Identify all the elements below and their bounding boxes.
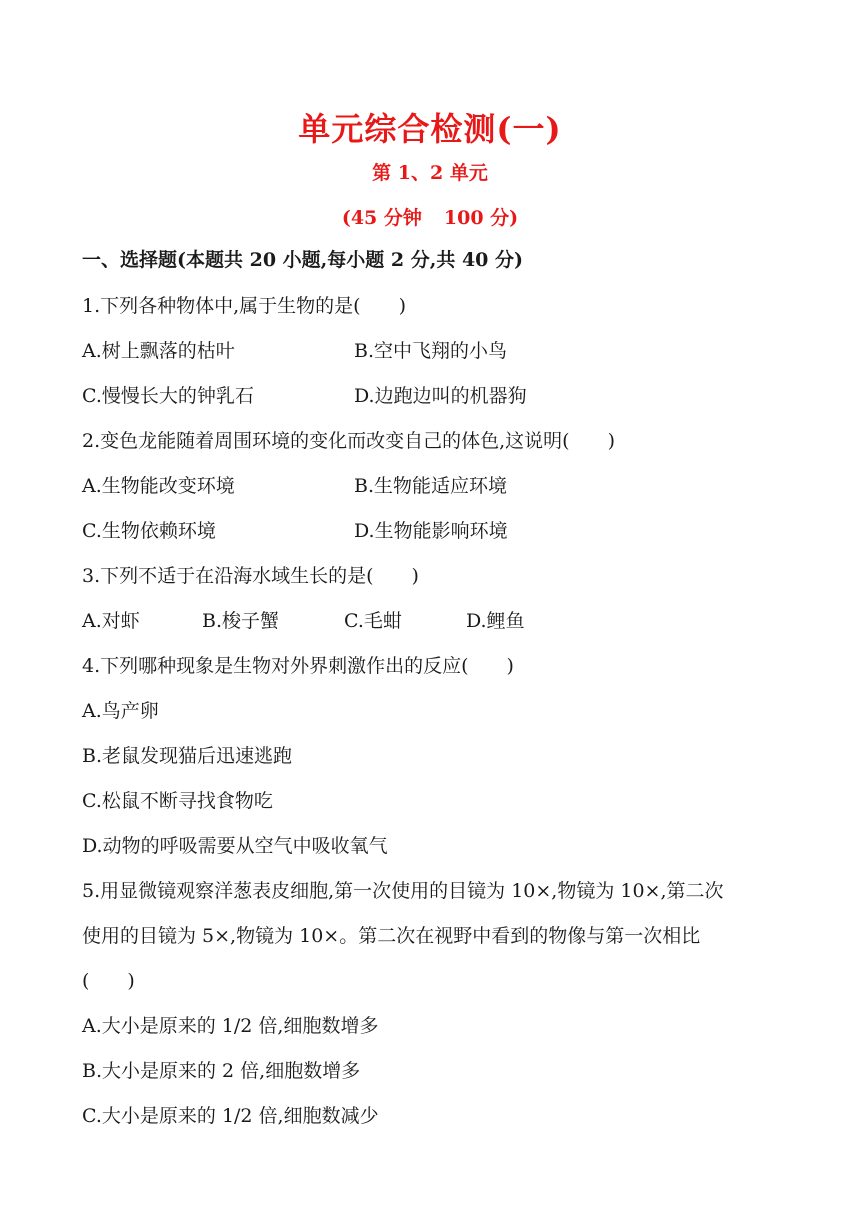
option-d: D.鲤鱼 — [466, 610, 525, 632]
question-stem-5-line-2: 使用的目镜为 5×,物镜为 10×。第二次在视野中看到的物像与第一次相比 — [82, 925, 701, 947]
option-b: B.大小是原来的 2 倍,细胞数增多 — [82, 1060, 361, 1082]
option-b: B.梭子蟹 — [202, 610, 280, 632]
option-a: A.鸟产卵 — [82, 700, 159, 722]
option-b: B.生物能适应环境 — [354, 475, 508, 497]
option-a: A.大小是原来的 1/2 倍,细胞数增多 — [82, 1015, 379, 1037]
exam-time: (45 分钟 — [341, 207, 422, 229]
option-d: D.边跑边叫的机器狗 — [354, 385, 527, 407]
option-c: C.毛蚶 — [344, 610, 402, 632]
question-stem-1: 1.下列各种物体中,属于生物的是( ) — [82, 295, 406, 317]
time-and-score — [0, 203, 860, 230]
option-a: A.对虾 — [82, 610, 140, 632]
option-c: C.大小是原来的 1/2 倍,细胞数减少 — [82, 1105, 379, 1127]
option-a: A.生物能改变环境 — [82, 475, 235, 497]
question-stem-5-line-3: ( ) — [82, 970, 135, 992]
option-c: C.松鼠不断寻找食物吃 — [82, 790, 273, 812]
option-c: C.生物依赖环境 — [82, 520, 216, 542]
exam-title: 单元综合检测(一) — [298, 110, 562, 148]
question-stem-4: 4.下列哪种现象是生物对外界刺激作出的反应( ) — [82, 655, 514, 677]
exam-score: 100 分) — [443, 207, 519, 229]
unit-range: 第 1、2 单元 — [372, 162, 488, 184]
option-d: D.动物的呼吸需要从空气中吸收氧气 — [82, 835, 388, 857]
option-a: A.树上飘落的枯叶 — [82, 340, 235, 362]
question-stem-3: 3.下列不适于在沿海水域生长的是( ) — [82, 565, 419, 587]
question-stem-2: 2.变色龙能随着周围环境的变化而改变自己的体色,这说明( ) — [82, 430, 615, 452]
question-stem-5-line-1: 5.用显微镜观察洋葱表皮细胞,第一次使用的目镜为 10×,物镜为 10×,第二次 — [82, 880, 724, 902]
section-heading: 一、选择题(本题共 20 小题,每小题 2 分,共 40 分) — [82, 249, 523, 271]
option-c: C.慢慢长大的钟乳石 — [82, 385, 254, 407]
option-d: D.生物能影响环境 — [354, 520, 508, 542]
option-b: B.空中飞翔的小鸟 — [354, 340, 508, 362]
option-b: B.老鼠发现猫后迅速逃跑 — [82, 745, 293, 767]
